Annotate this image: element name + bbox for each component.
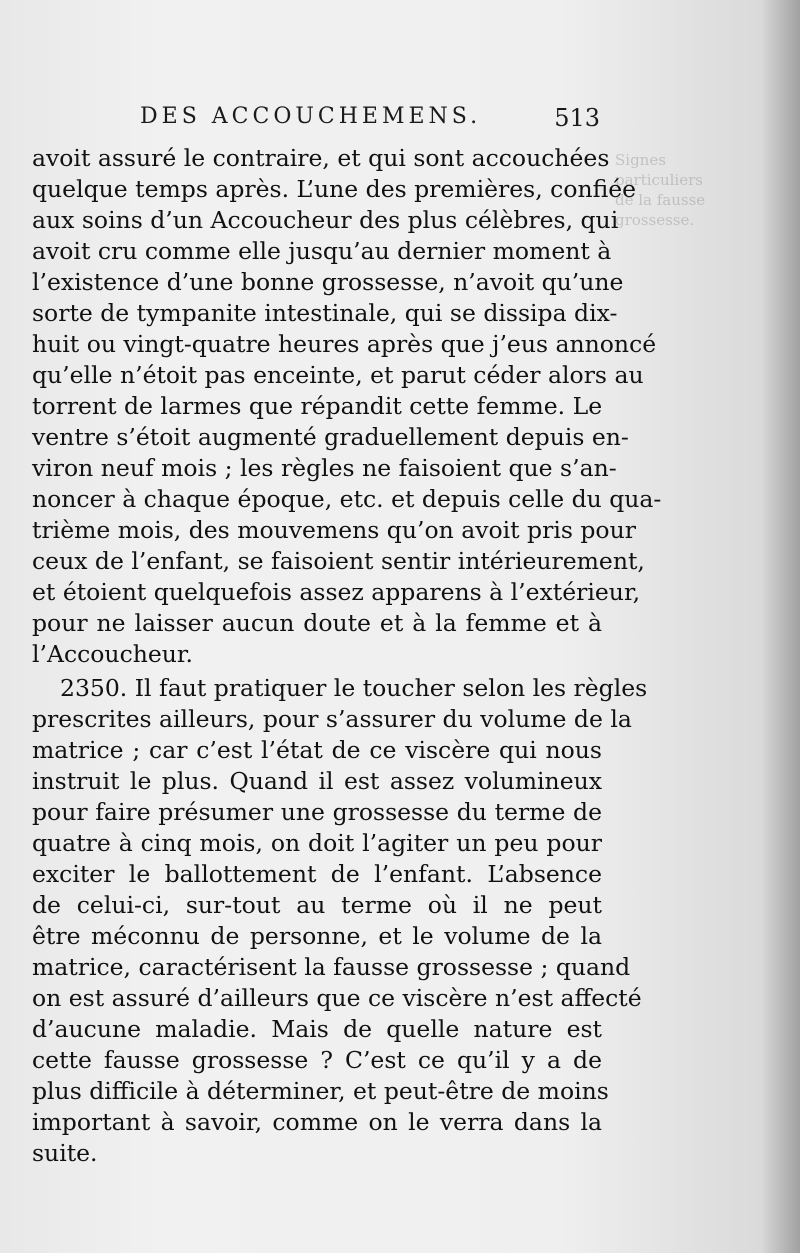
text-line: exciter le ballottement de l’enfant. L’absence	[32, 860, 602, 888]
page-edge-shadow	[760, 0, 800, 1253]
text-line: être méconnu de personne, et le volume de la	[32, 922, 602, 950]
text-line: ventre s’étoit augmenté graduellement depuis en-	[32, 423, 629, 451]
text-line: sorte de tympanite intestinale, qui se dissipa dix-	[32, 299, 618, 327]
text-line: huit ou vingt-quatre heures après que j’eus annoncé	[32, 330, 657, 358]
text-line: avoit cru comme elle jusqu’au dernier moment à	[32, 237, 612, 265]
text-line: viron neuf mois ; les règles ne faisoient que s’an-	[32, 454, 617, 482]
text-line: l’Accoucheur.	[32, 640, 194, 668]
text-line: plus difficile à déterminer, et peut-être de moins	[32, 1077, 609, 1105]
text-line: quatre à cinq mois, on doit l’agiter un peu pour	[32, 829, 602, 857]
text-line: instruit le plus. Quand il est assez volumineux	[32, 767, 602, 795]
text-line: quelque temps après. L’une des premières, confiée	[32, 175, 637, 203]
paragraph-2350	[32, 673, 648, 1169]
text-line: 2350. Il faut pratiquer le toucher selon les règles	[60, 674, 648, 702]
text-line: cette fausse grossesse ? C’est ce qu’il y a de	[32, 1046, 602, 1074]
text-line: pour ne laisser aucun doute et à la femme et à	[32, 609, 602, 637]
running-title: DES ACCOUCHEMENS.	[140, 104, 482, 129]
text-line: aux soins d’un Accoucheur des plus célèbres, qui	[32, 206, 619, 234]
text-line: matrice, caractérisent la fausse grossesse ; quand	[32, 953, 631, 981]
text-line: pour faire présumer une grossesse du terme de	[32, 798, 602, 826]
text-line: noncer à chaque époque, etc. et depuis celle du qua-	[32, 485, 662, 513]
text-line: de celui-ci, sur-tout au terme où il ne peut	[32, 891, 602, 919]
text-line: et étoient quelquefois assez apparens à l’extérieur,	[32, 578, 641, 606]
text-line: important à savoir, comme on le verra dans la	[32, 1108, 602, 1136]
text-line: l’existence d’une bonne grossesse, n’avoit qu’une	[32, 268, 624, 296]
text-line: d’aucune maladie. Mais de quelle nature est	[32, 1015, 602, 1043]
bleed-through-margin: Signes particuliers de la fausse grossesse.	[615, 151, 706, 229]
text-line: qu’elle n’étoit pas enceinte, et parut céder alors au	[32, 361, 644, 389]
running-header	[140, 104, 600, 138]
text-line: torrent de larmes que répandit cette femme. Le	[32, 392, 603, 420]
text-line: matrice ; car c’est l’état de ce viscère qui nous	[32, 736, 602, 764]
page-number: 513	[554, 104, 600, 132]
text-line: avoit assuré le contraire, et qui sont accouchées	[32, 144, 610, 172]
text-line: ceux de l’enfant, se faisoient sentir intérieurement,	[32, 547, 645, 575]
text-line: suite.	[32, 1139, 98, 1167]
text-line: trième mois, des mouvemens qu’on avoit pris pour	[32, 516, 636, 544]
text-line: prescrites ailleurs, pour s’assurer du volume de la	[32, 705, 632, 733]
text-line: on est assuré d’ailleurs que ce viscère n’est affecté	[32, 984, 642, 1012]
